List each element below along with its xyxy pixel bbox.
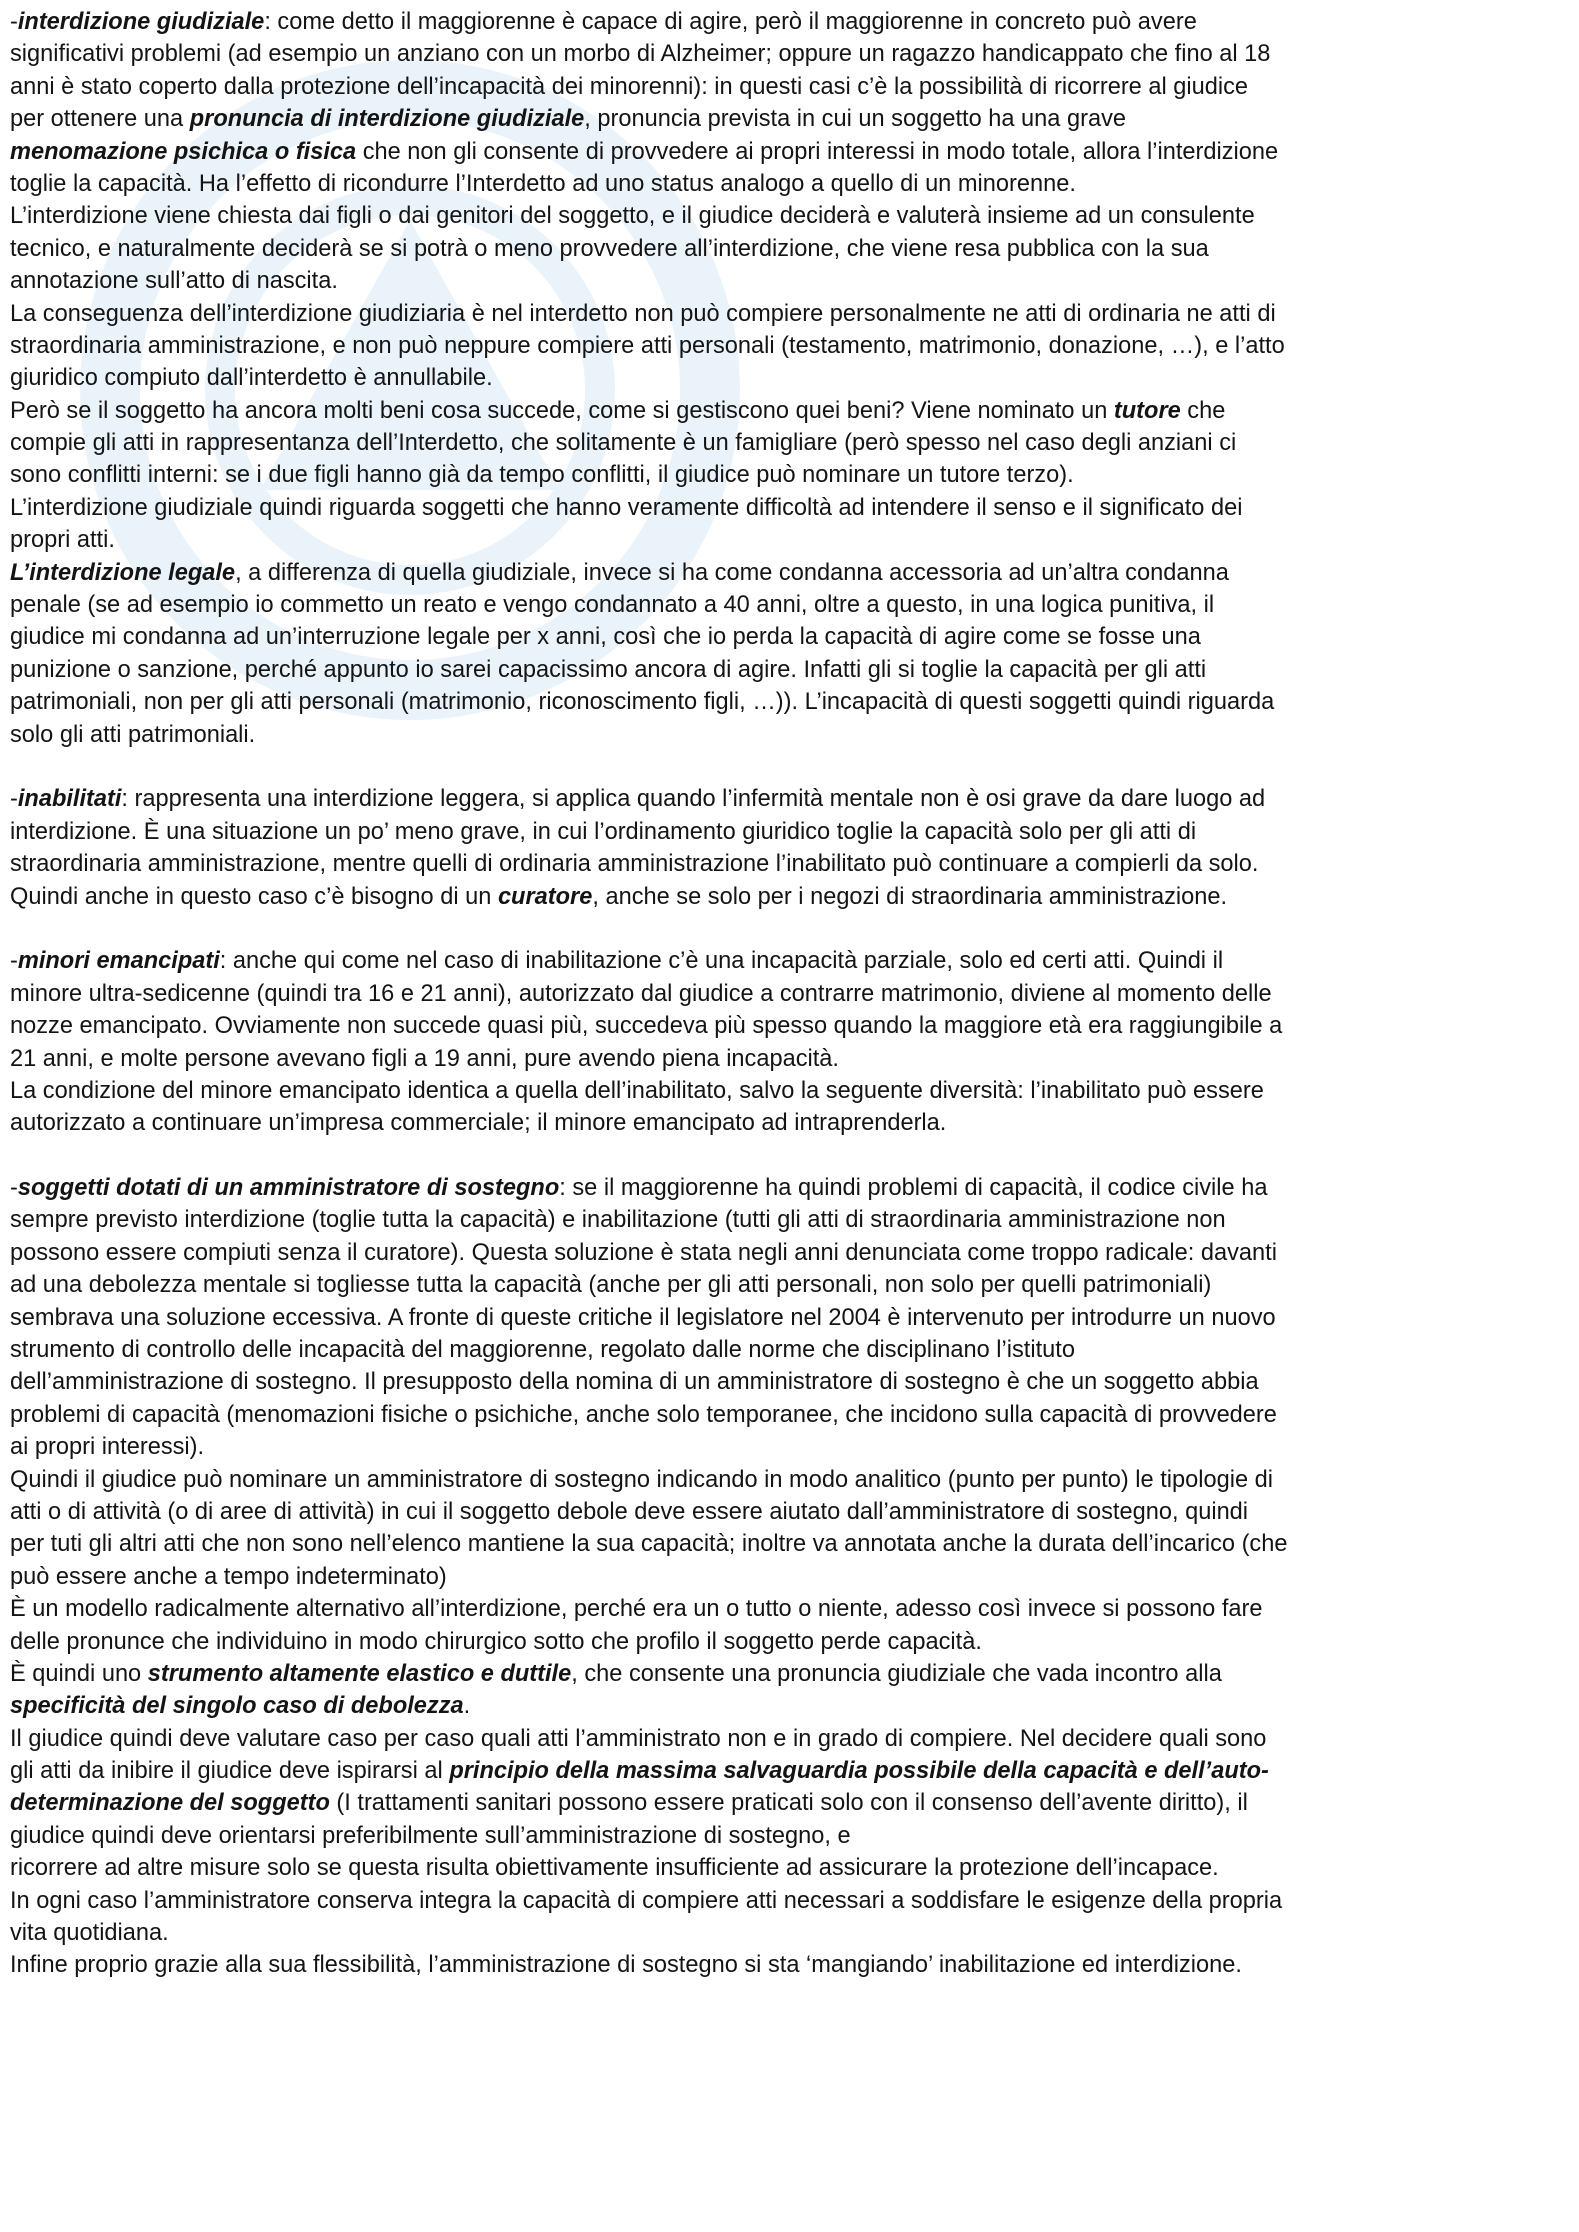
text-line [10,1010,1565,1042]
text-run: possono essere compiuti senza il curatore). Questa soluzione è stata negli anni denunciata come troppo radicale: davanti [10,1239,1277,1266]
text-run: Quindi il giudice può nominare un amministratore di sostegno indicando in modo analitico (punto per punto) le tipologie di [10,1466,1274,1493]
text-run: 21 anni, e molte persone avevano figli a 19 anni, pure avendo piena incapacità. [10,1045,839,1072]
text-run: straordinaria amministrazione, mentre quelli di ordinaria amministrazione l’inabilitato può continuare a compierli da solo. [10,851,1259,878]
emphasized-term: principio della massima salvaguardia possibile della capacità e dell’auto- [449,1758,1269,1785]
text-run: per ottenere una [10,106,190,133]
text-line [10,362,1565,394]
text-line [10,492,1565,524]
text-run: sempre previsto interdizione (toglie tutta la capacità) e inabilitazione (tutti gli atti di straordinaria amministrazione non [10,1207,1226,1234]
emphasized-term: inabilitati [17,786,122,813]
text-line [10,136,1565,168]
text-line [10,1626,1565,1658]
text-run: È quindi uno [10,1660,148,1687]
text-run: giudice quindi deve orientarsi preferibilmente sull’amministrazione di sostegno, e [10,1822,851,1849]
text-line [10,1528,1565,1560]
text-line [10,1949,1565,1981]
text-run: tecnico, e naturalmente deciderà se si potrà o meno provvedere all’interdizione, che viene resa pubblica con la sua [10,235,1209,262]
text-run: compie gli atti in rappresentanza dell’Interdetto, che solitamente è un famigliare (però spesso nel caso degli anziani ci [10,430,1237,457]
emphasized-term: menomazione psichica o fisica [10,138,357,165]
text-run: patrimoniali, non per gli atti personali (matrimonio, riconoscimento figli, …)). L’incapacità di questi soggetti quindi riguarda [10,689,1275,716]
text-run: che non gli consente di provvedere ai propri interessi in modo totale, allora l’interdizione [356,138,1279,165]
text-run: interdizione. È una situazione un po’ meno grave, in cui l’ordinamento giuridico toglie la capacità solo per gli atti di [10,818,1197,845]
text-run: La conseguenza dell’interdizione giudiziaria è nel interdetto non può compiere personalmente ne atti di ordinaria ne atti di [10,300,1276,327]
text-run: giudice mi condanna ad un’interruzione legale per x anni, così che io perda la capacità di agire come se fosse una [10,624,1201,651]
text-run: In ogni caso l’amministratore conserva integra la capacità di compiere atti necessari a soddisfare le esigenze della propria [10,1887,1283,1914]
text-line [10,427,1565,459]
text-run: anni è stato coperto dalla protezione dell’incapacità dei minorenni): in questi casi c’è la possibilità di ricorrere al giudice [10,73,1249,100]
text-line [10,621,1565,653]
text-run: che [1180,397,1226,424]
text-run: straordinaria amministrazione, e non può neppure compiere atti personali (testamento, matrimonio, donazione, …), e l’atto [10,332,1285,359]
text-run: punizione o sanzione, perché appunto io sarei capacissimo ancora di agire. Infatti gli si toglie la capacità per gli atti [10,656,1207,683]
text-run: ricorrere ad altre misure solo se questa risulta obiettivamente insufficiente ad assicurare la protezione dell’incapace. [10,1855,1219,1882]
text-line [10,1366,1565,1398]
text-run: L’interdizione giudiziale quindi riguarda soggetti che hanno veramente difficoltà ad intendere il senso e il significato dei [10,494,1243,521]
text-run: , a differenza di quella giudiziale, invece si ha come condanna accessoria ad un’altra condanna [235,559,1229,586]
text-run: , che consente una pronuncia giudiziale che vada incontro alla [571,1660,1222,1687]
emphasized-term: pronuncia di interdizione giudiziale [189,106,585,133]
text-run: autorizzato a continuare un’impresa commerciale; il minore emancipato ad intraprenderla. [10,1110,947,1137]
text-run: strumento di controllo delle incapacità del maggiorenne, regolato dalle norme che disciplinano l’istituto [10,1337,1075,1364]
text-line [10,1043,1565,1075]
text-run: toglie la capacità. Ha l’effetto di ricondurre l’Interdetto ad uno status analogo a quello di un minorenne. [10,170,1076,197]
emphasized-term: minori emancipati [17,948,220,975]
text-run: gli atti da inibire il giudice deve ispirarsi al [10,1758,450,1785]
text-line [10,168,1565,200]
text-line [10,233,1565,265]
text-run: - [10,948,18,975]
text-run: : anche qui come nel caso di inabilitazione c’è una incapacità parziale, solo ed certi atti. Quindi il [219,948,1224,975]
text-line [10,686,1565,718]
text-run: delle pronunce che individuino in modo chirurgico sotto che profilo il soggetto perde capacità. [10,1628,982,1655]
text-line [10,38,1565,70]
text-line [10,1172,1565,1204]
paragraph-gap [10,751,1565,783]
text-line [10,589,1565,621]
text-run: : come detto il maggiorenne è capace di agire, però il maggiorenne in concreto può avere [264,9,1197,35]
text-run: propri atti. [10,527,115,554]
text-line [10,1852,1565,1884]
text-line [10,1334,1565,1366]
text-run: Il giudice quindi deve valutare caso per caso quali atti l’amministrato non e in grado di compiere. Nel decidere quali sono [10,1725,1267,1752]
text-line [10,1269,1565,1301]
text-line [10,1075,1565,1107]
text-run: ai propri interessi). [10,1434,205,1461]
text-run: Infine proprio grazie alla sua flessibilità, l’amministrazione di sostegno si sta ‘mangiando’ inabilitazione ed interdizione. [10,1952,1242,1979]
text-line [10,1690,1565,1722]
text-line [10,1237,1565,1269]
text-run: L’interdizione viene chiesta dai figli o dai genitori del soggetto, e il giudice deciderà e valuterà insieme ad un consulente [10,203,1255,230]
text-run: vita quotidiana. [10,1920,169,1947]
text-run: per tuti gli altri atti che non sono nell’elenco mantiene la sua capacità; inoltre va annotata anche la durata dell’incarico (che [10,1531,1288,1558]
text-run: solo gli atti patrimoniali. [10,721,256,748]
text-run: - [10,786,18,813]
text-line [10,1302,1565,1334]
text-run: Però se il soggetto ha ancora molti beni cosa succede, come si gestiscono quei beni? Viene nominato un [10,397,1114,424]
text-line [10,103,1565,135]
emphasized-term: determinazione del soggetto [10,1790,330,1817]
text-line [10,6,1565,38]
text-run: ad una debolezza mentale si togliesse tutta la capacità (anche per gli atti personali, non solo per quelli patrimoniali) [10,1272,1212,1299]
document-body [10,6,1565,1982]
text-line [10,298,1565,330]
text-line [10,1107,1565,1139]
text-line [10,1464,1565,1496]
text-run: , anche se solo per i negozi di straordinaria amministrazione. [592,883,1228,910]
text-line [10,945,1565,977]
paragraph-gap [10,913,1565,945]
text-line [10,654,1565,686]
text-line [10,848,1565,880]
text-line [10,1723,1565,1755]
text-run: significativi problemi (ad esempio un anziano con un morbo di Alzheimer; oppure un ragazzo handicappato che fino al 18 [10,41,1271,68]
text-run: penale (se ad esempio io commetto un reato e vengo condannato a 40 anni, oltre a questo, in una logica punitiva, il [10,592,1215,619]
text-run: Quindi anche in questo caso c’è bisogno di un [10,883,498,910]
text-line [10,978,1565,1010]
paragraph-gap [10,1140,1565,1172]
emphasized-term: L’interdizione legale [10,559,236,586]
text-line [10,557,1565,589]
text-line [10,459,1565,491]
text-line [10,1787,1565,1819]
text-run: dell’amministrazione di sostegno. Il presupposto della nomina di un amministratore di sostegno è che un soggetto abbia [10,1369,1259,1396]
emphasized-term: tutore [1113,397,1181,424]
emphasized-term: interdizione giudiziale [17,9,265,35]
text-line [10,1820,1565,1852]
text-line [10,330,1565,362]
text-line [10,265,1565,297]
emphasized-term: specificità del singolo caso di debolezza [10,1693,464,1720]
text-run: problemi di capacità (menomazioni fisiche o psichiche, anche solo temporanee, che incidono sulla capacità di provvedere [10,1401,1277,1428]
emphasized-term: strumento altamente elastico e duttile [147,1660,572,1687]
text-run: . [463,1693,471,1720]
text-run: È un modello radicalmente alternativo all’interdizione, perché era un o tutto o niente, adesso così invece si possono fare [10,1596,1263,1623]
text-run: atti o di attività (o di aree di attività) in cui il soggetto debole deve essere aiutato dall’amministratore di sostegno, quindi [10,1498,1249,1525]
text-line [10,1561,1565,1593]
text-run: nozze emancipato. Ovviamente non succede quasi più, succedeva più spesso quando la maggiore età era raggiungibile a [10,1013,1283,1040]
text-run: giuridico compiuto dall’interdetto è annullabile. [10,365,493,392]
text-run: - [10,9,18,35]
text-run: : rappresenta una interdizione leggera, si applica quando l’infermità mentale non è osi grave da dare luogo ad [121,786,1266,813]
text-line [10,1431,1565,1463]
text-run: minore ultra-sedicenne (quindi tra 16 e 21 anni), autorizzato dal giudice a contrarre matrimonio, diviene al momento delle [10,980,1272,1007]
text-run: , pronuncia prevista in cui un soggetto ha una grave [584,106,1126,133]
text-line [10,524,1565,556]
emphasized-term: soggetti dotati di un amministratore di sostegno [17,1175,560,1202]
text-line [10,881,1565,913]
text-line [10,1755,1565,1787]
text-line [10,816,1565,848]
text-run: sembrava una soluzione eccessiva. A fronte di queste critiche il legislatore nel 2004 è intervenuto per introdurre un nuovo [10,1304,1276,1331]
text-run: : se il maggiorenne ha quindi problemi di capacità, il codice civile ha [559,1175,1268,1202]
text-line [10,1593,1565,1625]
text-line [10,719,1565,751]
text-run: - [10,1175,18,1202]
text-line [10,395,1565,427]
text-line [10,1399,1565,1431]
emphasized-term: curatore [497,883,593,910]
text-run: (I trattamenti sanitari possono essere praticati solo con il consenso dell’avente diritto), il [329,1790,1248,1817]
text-line [10,1917,1565,1949]
text-line [10,200,1565,232]
text-run: La condizione del minore emancipato identica a quella dell’inabilitato, salvo la seguente diversità: l’inabilitato può essere [10,1077,1264,1104]
text-line [10,1204,1565,1236]
text-line [10,1496,1565,1528]
text-line [10,783,1565,815]
text-run: sono conflitti interni: se i due figli hanno già da tempo conflitti, il giudice può nominare un tutore terzo). [10,462,1074,489]
text-line [10,1658,1565,1690]
text-line [10,1885,1565,1917]
text-line [10,71,1565,103]
text-run: può essere anche a tempo indeterminato) [10,1563,447,1590]
text-run: annotazione sull’atto di nascita. [10,268,338,295]
